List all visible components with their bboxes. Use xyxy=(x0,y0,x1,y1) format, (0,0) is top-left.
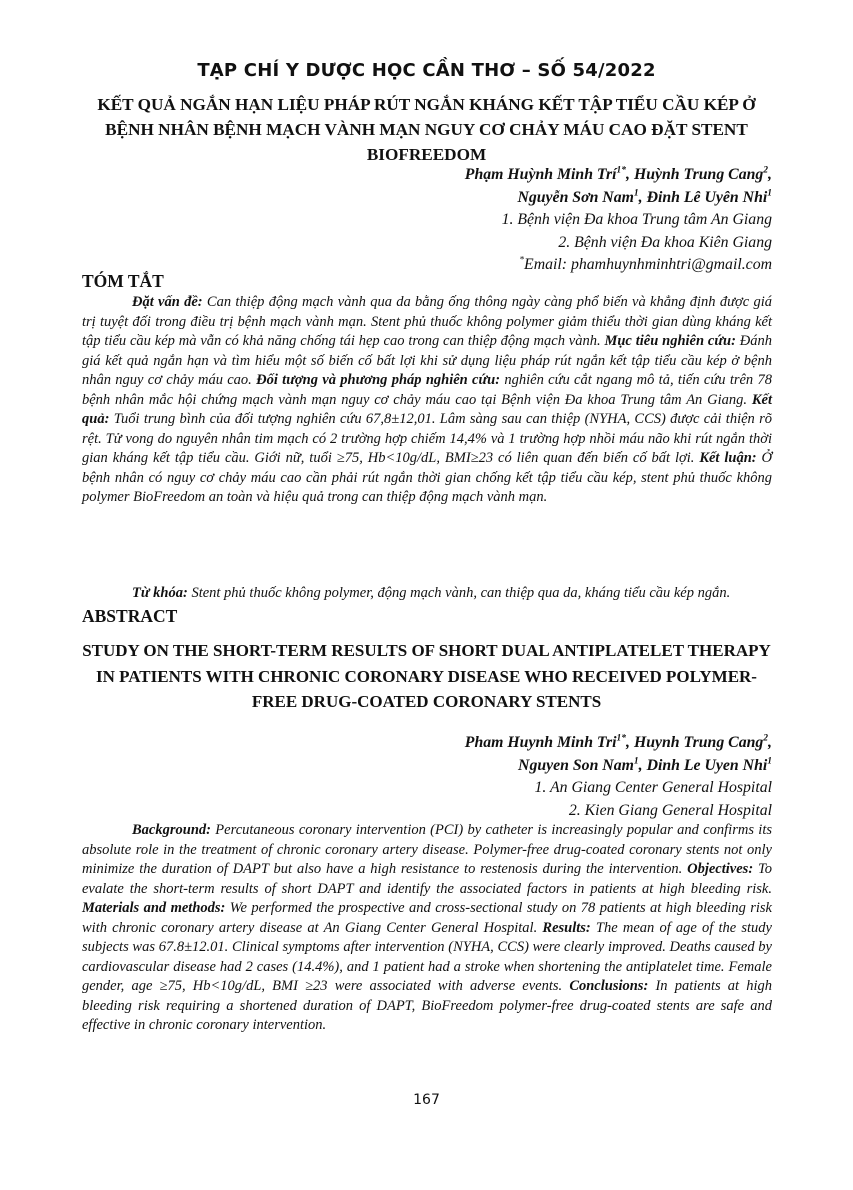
vietnamese-title: KẾT QUẢ NGẮN HẠN LIỆU PHÁP RÚT NGẮN KHÁNG KẾT TẬP TIỂU CẦU KÉP Ở BỆNH NHÂN BỆNH MẠCH VÀNH MẠN NGUY CƠ CHẢY MÁU CAO ĐẶT STENT BIOFREEDOM xyxy=(97,95,756,164)
author-1-en: Pham Huynh Minh Tri xyxy=(464,734,617,751)
abstract-heading: ABSTRACT xyxy=(82,606,178,626)
vietnamese-authors-line2: Nguyễn Sơn Nam$^1$, Đinh Lê Uyên Nhi$^1$ xyxy=(517,188,772,206)
english-authors-line2: Nguyen Son Nam$^1$, Dinh Le Uyen Nhi$^1$ xyxy=(518,756,772,774)
vietnamese-keywords: Từ khóa: Stent phủ thuốc không polymer, động mạch vành, can thiệp qua da, kháng tiểu cầu kép ngắn. xyxy=(132,585,731,601)
author-2: Huỳnh Trung Cang xyxy=(633,166,764,183)
english-author-block xyxy=(152,732,772,822)
vietnamese-authors-line1: Phạm Huỳnh Minh Trí$^{1*}$, Huỳnh Trung Cang$^2$, xyxy=(464,165,772,183)
author-3-en: Nguyen Son Nam xyxy=(518,756,634,774)
affiliation-2: 2. Bệnh viện Đa khoa Kiên Giang xyxy=(558,233,772,251)
corresponding-email: *Email: phamhuynhminhtri@gmail.com xyxy=(519,255,772,273)
affiliation-1: 1. Bệnh viện Đa khoa Trung tâm An Giang xyxy=(501,211,772,228)
journal-header: TẠP CHÍ Y DƯỢC HỌC CẦN THƠ – SỐ 54/2022 xyxy=(197,60,656,81)
author-4-en: Dinh Le Uyen Nhi xyxy=(646,756,768,774)
summary-heading: TÓM TẮT xyxy=(82,271,164,291)
english-title: STUDY ON THE SHORT-TERM RESULTS OF SHORT DUAL ANTIPLATELET THERAPY IN PATIENTS WITH CHRONIC CORONARY DISEASE WHO RECEIVED POLYMER-FREE DRUG-COATED CORONARY STENTS xyxy=(82,641,771,711)
affiliation-2-en: 2. Kien Giang General Hospital xyxy=(568,801,772,819)
english-authors-line1: Pham Huynh Minh Tri$^{1*}$, Huynh Trung Cang$^2$, xyxy=(464,733,772,751)
author-2-en: Huynh Trung Cang xyxy=(633,734,764,751)
english-abstract: Background: Percutaneous coronary intervention (PCI) by catheter is increasingly popular and confirms its absolute role in the treatment of chronic coronary artery disease. Polymer-free drug-coated coronary stents not only minimize the duration of DAPT but also have a high resistance to restenosis during the intervention. Objectives: To evalate the short-term results of short DAPT and identify the associated factors in patients at high bleeding risk. Materials and methods: We performed the prospective and cross-sectional study on 78 patients at high bleeding risk with chronic coronary artery disease at An Giang Center General Hospital. Results: The mean of age of the study subjects was 67.8±12.01. Clinical symptoms after intervention (NYHA, CCS) were clearly improved. Deaths caused by cardiovascular disease had 2 cases (14.4%), and 1 patient had a stroke when shortening the antiplatelet time. Female gender, age ≥75, Hb<10g/dL, BMI ≥23 were associated with adverse events. Conclusions: In patients at high bleeding risk requiring a shortened duration of DAPT, BioFreedom polymer-free drug-coated stents are safe and effective in chronic coronary intervention. xyxy=(82,822,772,1033)
vietnamese-summary: Đặt vấn đề: Can thiệp động mạch vành qua da bằng ống thông ngày càng phổ biến và khẳng định được giá trị tuyệt đối trong điều trị bệnh mạch vành mạn. Stent phủ thuốc không polymer giảm thiểu thời gian dùng kháng kết tập tiểu cầu kép mà vẫn có khả năng chống tái hẹp cao trong can thiệp động mạch vành. Mục tiêu nghiên cứu: Đánh giá kết quả ngắn hạn và tìm hiểu một số biến cố bất lợi khi sử dụng liệu pháp rút ngắn kết tập tiểu cầu kép ở bệnh nhân nguy cơ chảy máu cao. Đối tượng và phương pháp nghiên cứu: nghiên cứu cắt ngang mô tả, tiến cứu trên 78 bệnh nhân mắc hội chứng mạch vành mạn nguy cơ chảy máu cao tại Bệnh viện Đa khoa Trung tâm An Giang. Kết quả: Tuổi trung bình của đối tượng nghiên cứu 67,8±12,01. Lâm sàng sau can thiệp (NYHA, CCS) được cải thiện rõ rệt. Tử vong do nguyên nhân tim mạch có 2 trường hợp chiếm 14,4% và 1 trường hợp nhồi máu não khi rút ngắn thời gian kháng kết tập tiểu cầu. Giới nữ, tuổi ≥75, Hb<10g/dL, BMI≥23 có liên quan đến biến cố bất lợi. Kết luận: Ở bệnh nhân có nguy cơ chảy máu cao cần phải rút ngắn thời gian chống kết tập tiểu cầu kép, stent phủ thuốc không polymer BioFreedom an toàn và hiệu quả trong can thiệp động mạch vành mạn. xyxy=(82,294,772,505)
author-4: Đinh Lê Uyên Nhi xyxy=(646,188,768,206)
author-1: Phạm Huỳnh Minh Trí xyxy=(464,166,617,183)
page-number: 167 xyxy=(413,1092,440,1108)
affiliation-1-en: 1. An Giang Center General Hospital xyxy=(534,779,772,796)
author-3: Nguyễn Sơn Nam xyxy=(517,188,634,206)
vietnamese-author-block xyxy=(152,164,772,277)
